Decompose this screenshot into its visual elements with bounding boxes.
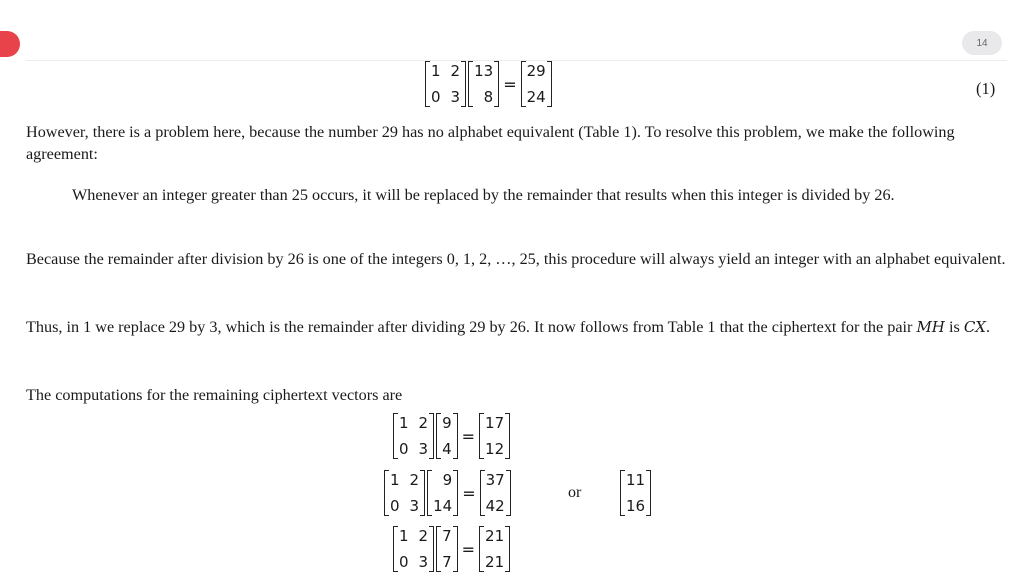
matrix-A: 1 2 0 3 <box>384 470 425 516</box>
equals-sign: = <box>461 539 476 559</box>
pair-MH: MH <box>916 318 945 336</box>
paragraph-ciphertext: Thus, in 1 we replace 29 by 3, which is the remainder after dividing 29 by 26. It now follows from Table 1 that the ciphertext for the pair MH is CX. <box>26 318 991 336</box>
equation-number: (1) <box>976 79 996 98</box>
vector-v: 7 7 <box>436 526 458 572</box>
equals-sign: = <box>462 483 476 503</box>
alt-result-vector: 11 16 <box>620 470 651 516</box>
matrix-A: 1 2 0 3 <box>393 526 434 572</box>
agreement-quote: Whenever an integer greater than 25 occurs, it will be replaced by the remainder that results when this integer is divided by 26. <box>72 186 895 204</box>
result-vector: 29 24 <box>521 61 552 107</box>
or-label: or <box>568 484 582 501</box>
equals-sign: = <box>461 426 476 446</box>
alternative-result <box>619 470 652 516</box>
record-indicator[interactable] <box>0 31 20 57</box>
matrix-A: 1 2 0 3 <box>393 413 434 459</box>
equals-sign: = <box>503 74 517 94</box>
computation-2 <box>383 470 512 516</box>
result-vector: 17 12 <box>479 413 510 459</box>
vector-v: 13 8 <box>468 61 499 107</box>
computation-3 <box>392 526 511 572</box>
paragraph-computations: The computations for the remaining ciphertext vectors are <box>26 386 403 404</box>
vector-v: 9 4 <box>436 413 458 459</box>
paragraph-problem: However, there is a problem here, because the number 29 has no alphabet equivalent (Table 1). To resolve this problem, we make the following agreement: <box>26 123 955 163</box>
page-number-badge: 14 <box>962 31 1002 55</box>
matrix-A: 1 2 0 3 <box>425 61 466 107</box>
result-vector: 21 21 <box>479 526 510 572</box>
computation-1 <box>392 413 511 459</box>
paragraph-remainder: Because the remainder after division by 26 is one of the integers 0, 1, 2, …, 25, this procedure will always yield an integer with an alphabet equivalent. <box>26 250 1006 268</box>
vector-v: 9 14 <box>427 470 458 516</box>
equation-1 <box>424 61 553 107</box>
result-vector: 37 42 <box>480 470 511 516</box>
cipher-CX: CX <box>963 318 986 336</box>
